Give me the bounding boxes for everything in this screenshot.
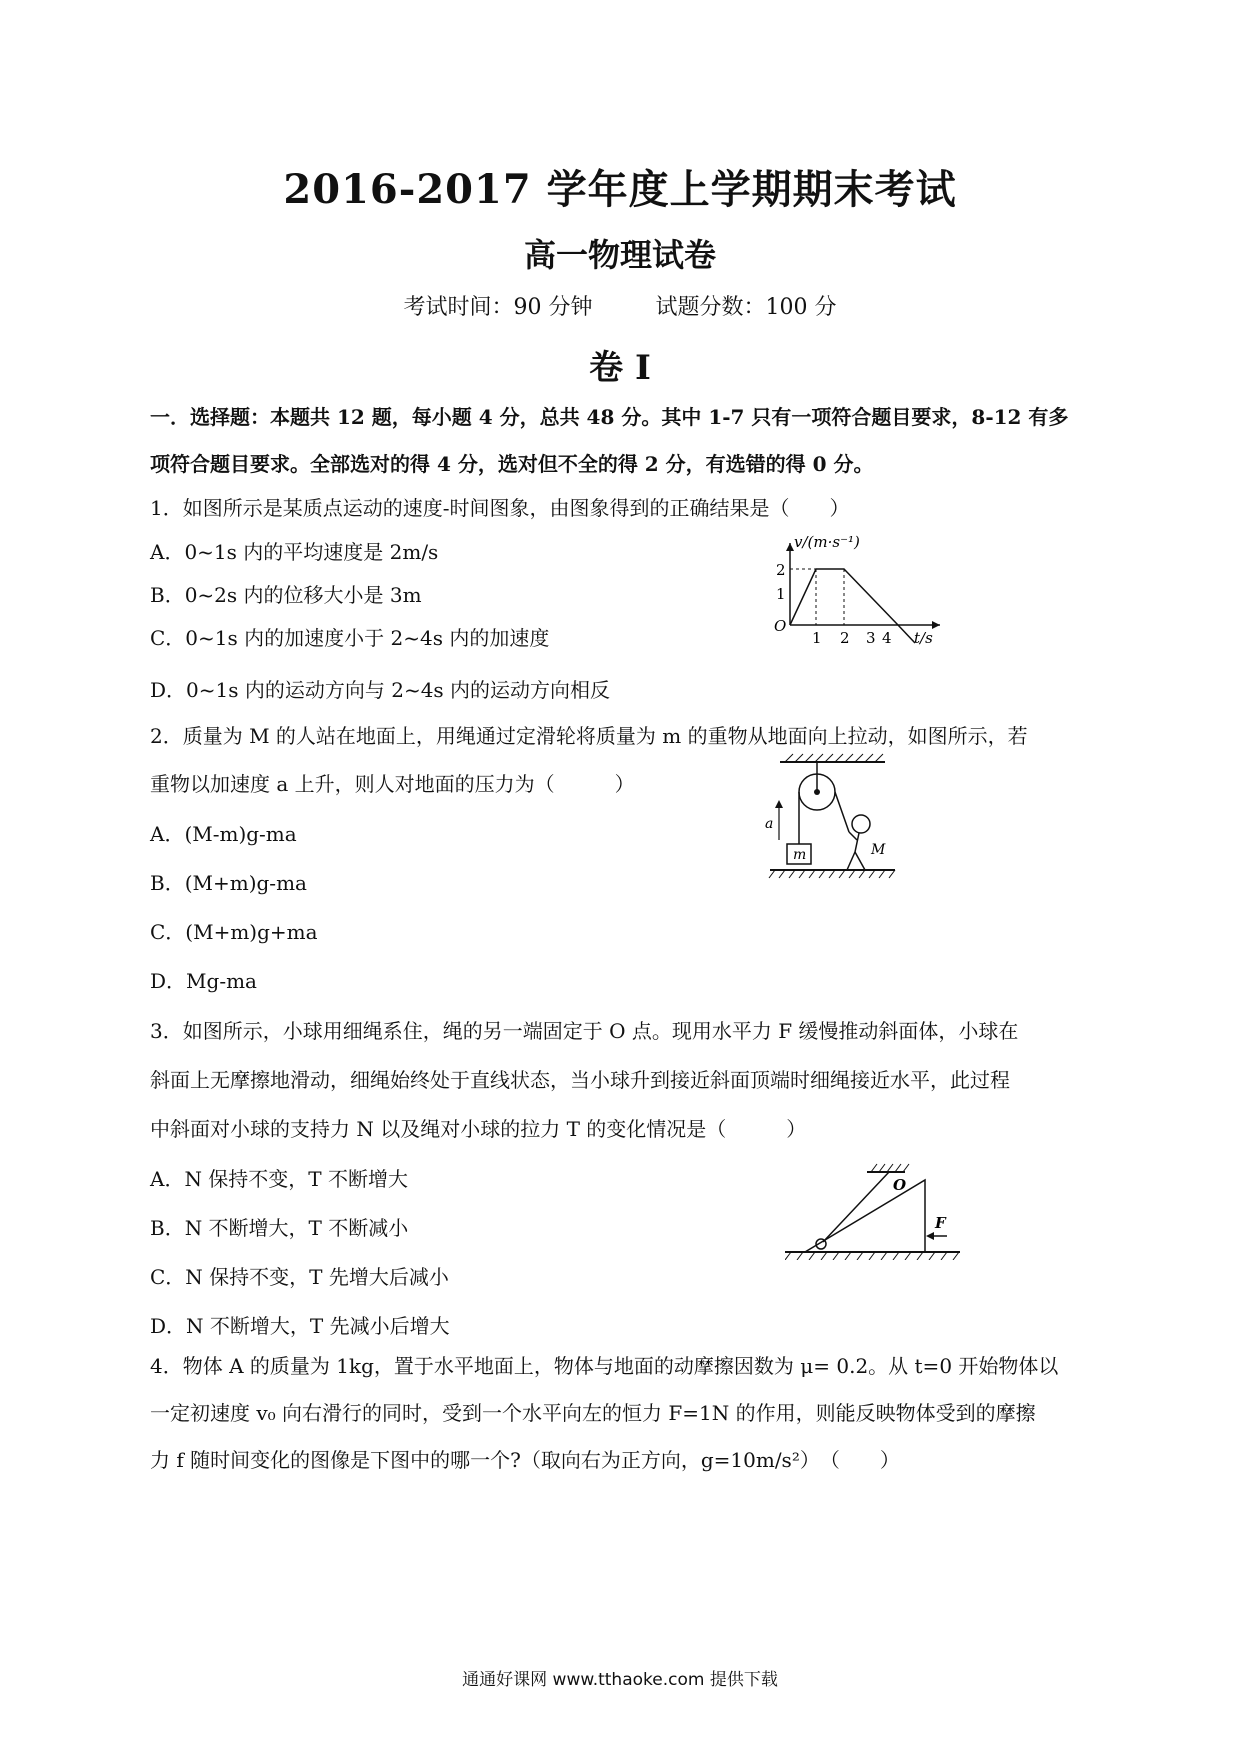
q3-option-b: B．N 不断增大，T 不断减小 bbox=[150, 1216, 409, 1240]
q2-option-c: C．(M+m)g+ma bbox=[150, 920, 318, 944]
volume-heading: 卷 I bbox=[589, 348, 651, 388]
page-subtitle: 高一物理试卷 bbox=[523, 236, 716, 274]
q1-graph-y1: 1 bbox=[776, 585, 786, 603]
q4-stem-line-2: 一定初速度 v₀ 向右滑行的同时，受到一个水平向左的恒力 F=1N 的作用，则能反映物体受到的摩擦 bbox=[150, 1401, 1036, 1425]
q1-option-b: B．0~2s 内的位移大小是 3m bbox=[150, 583, 422, 607]
exam-meta bbox=[0, 290, 1240, 321]
q3-option-d: D．N 不断增大，T 先减小后增大 bbox=[150, 1314, 450, 1338]
q2-person-mass-label: M bbox=[871, 842, 886, 858]
q1-option-d: D．0~1s 内的运动方向与 2~4s 内的运动方向相反 bbox=[150, 678, 611, 702]
q1-option-c: C．0~1s 内的加速度小于 2~4s 内的加速度 bbox=[150, 626, 550, 650]
q1-stem: 1．如图所示是某质点运动的速度-时间图象，由图象得到的正确结果是（ ） bbox=[150, 496, 850, 520]
q2-option-a: A．(M-m)g-ma bbox=[150, 822, 297, 846]
q2-mass-label: m bbox=[793, 847, 807, 863]
q1-graph-origin: O bbox=[774, 617, 787, 635]
q2-option-d: D．Mg-ma bbox=[150, 969, 257, 993]
q1-graph-xlabel: t/s bbox=[914, 629, 933, 645]
q1-option-a: A．0~1s 内的平均速度是 2m/s bbox=[150, 540, 439, 564]
q1-graph-x1: 1 bbox=[812, 629, 822, 645]
q3-option-a: A．N 保持不变，T 不断增大 bbox=[150, 1167, 408, 1191]
q2-acceleration-label: a bbox=[765, 816, 774, 832]
q3-stem-line-2: 斜面上无摩擦地滑动，细绳始终处于直线状态，当小球升到接近斜面顶端时细绳接近水平，此过程 bbox=[150, 1068, 1010, 1092]
q2-pulley-diagram bbox=[765, 752, 900, 892]
exam-time: 考试时间：90 分钟 bbox=[403, 295, 593, 320]
q3-incline-diagram bbox=[785, 1160, 965, 1260]
q1-graph-y2: 2 bbox=[776, 561, 786, 579]
q1-graph-ylabel: v/(m·s⁻¹) bbox=[794, 535, 860, 551]
section-instructions-line-1: 一．选择题：本题共 12 题，每小题 4 分，总共 48 分。其中 1-7 只有一项符合题目要求，8-12 有多 bbox=[150, 405, 1069, 429]
page-footer: 通通好课网 www.tthaoke.com 提供下载 bbox=[462, 1670, 778, 1690]
q3-option-c: C．N 保持不变，T 先增大后减小 bbox=[150, 1265, 449, 1289]
q3-stem-line-1: 3．如图所示，小球用细绳系住，绳的另一端固定于 O 点。现用水平力 F 缓慢推动斜面体，小球在 bbox=[150, 1019, 1019, 1043]
q4-stem-line-1: 4．物体 A 的质量为 1kg，置于水平地面上，物体与地面的动摩擦因数为 μ= 0.2。从 t=0 开始物体以 bbox=[150, 1354, 1059, 1378]
q1-graph-x2: 2 bbox=[840, 629, 850, 645]
q3-stem-line-3: 中斜面对小球的支持力 N 以及绳对小球的拉力 T 的变化情况是（ ） bbox=[150, 1117, 807, 1141]
q1-vt-graph bbox=[760, 535, 950, 645]
q2-option-b: B．(M+m)g-ma bbox=[150, 871, 307, 895]
q2-stem-line-2: 重物以加速度 a 上升，则人对地面的压力为（ ） bbox=[150, 772, 635, 796]
page-title: 2016-2017 学年度上学期期末考试 bbox=[283, 166, 957, 213]
q2-stem-line-1: 2．质量为 M 的人站在地面上，用绳通过定滑轮将质量为 m 的重物从地面向上拉动，如图所示，若 bbox=[150, 724, 1028, 748]
exam-score: 试题分数：100 分 bbox=[655, 295, 837, 320]
q4-stem-line-3: 力 f 随时间变化的图像是下图中的哪一个?（取向右为正方向，g=10m/s²） （ ） bbox=[150, 1448, 900, 1472]
section-instructions-line-2: 项符合题目要求。全部选对的得 4 分，选对但不全的得 2 分，有选错的得 0 分。 bbox=[150, 452, 874, 476]
q1-graph-x4: 4 bbox=[882, 629, 892, 645]
q1-graph-x3: 3 bbox=[866, 629, 876, 645]
q3-force-label: F bbox=[935, 1214, 946, 1232]
q3-pivot-label: O bbox=[893, 1176, 907, 1194]
